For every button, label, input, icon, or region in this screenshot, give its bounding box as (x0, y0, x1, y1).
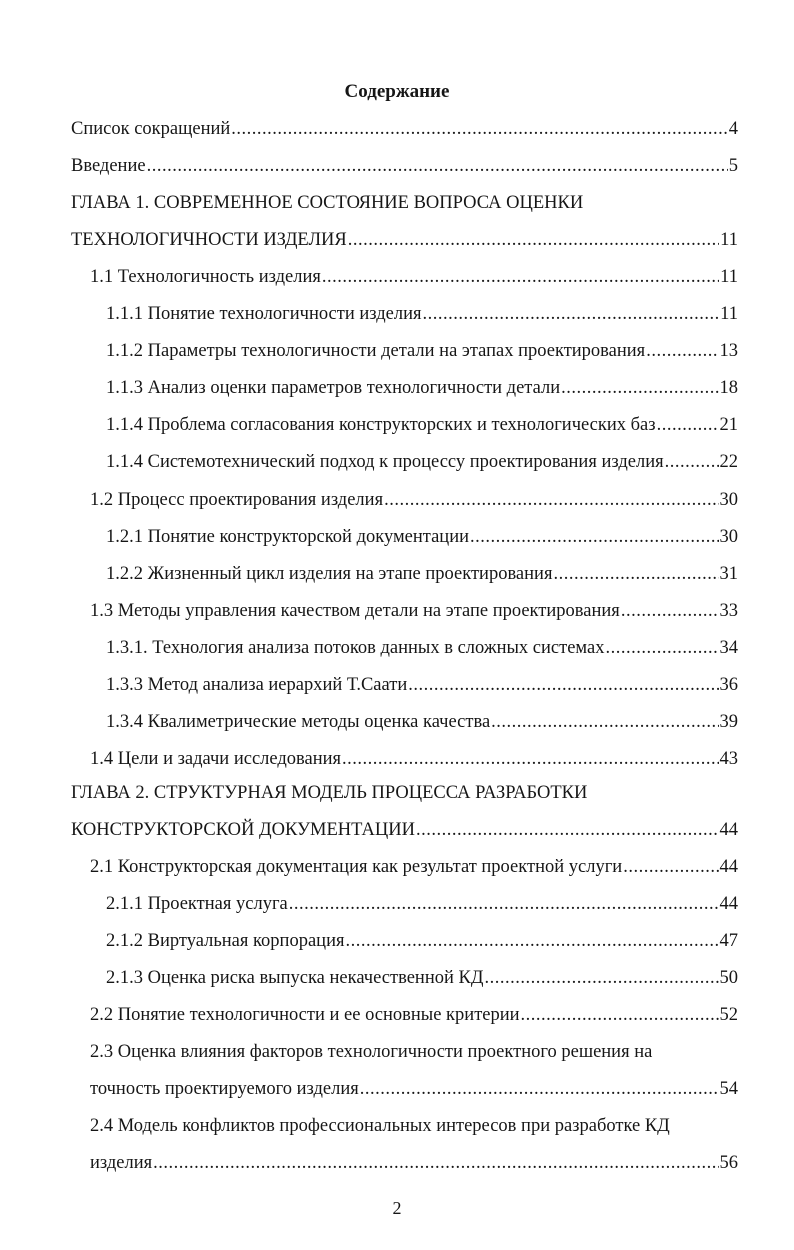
toc-entry-1-1-2[interactable] (106, 336, 738, 366)
toc-entry-page: 44 (719, 820, 738, 840)
toc-entry-2-4-line-1: 2.4 Модель конфликтов профессиональных интересов при разработке КД (90, 1116, 670, 1136)
toc-entry-page: 34 (719, 638, 738, 658)
toc-entry-text: изделия (90, 1153, 153, 1173)
toc-entry-2-1-3[interactable] (106, 963, 738, 993)
toc-entry-page: 44 (719, 857, 738, 877)
toc-entry-1-3-4[interactable] (106, 707, 738, 737)
toc-leader-dots (605, 633, 718, 663)
toc-leader-dots (646, 336, 718, 366)
toc-entry-page: 36 (719, 675, 738, 695)
toc-leader-dots (621, 596, 719, 626)
toc-leader-dots (553, 559, 718, 589)
toc-leader-dots (384, 485, 718, 515)
toc-entry-introduction[interactable] (71, 151, 738, 181)
toc-leader-dots (345, 926, 718, 956)
toc-title: Содержание (344, 81, 450, 102)
toc-entry-1-3[interactable] (90, 596, 738, 626)
toc-entry-page: 47 (719, 931, 738, 951)
toc-entry-text: 1.1 Технологичность изделия (90, 267, 321, 287)
page-number: 2 (392, 1198, 402, 1218)
toc-leader-dots (360, 1074, 719, 1104)
toc-entry-1-1-4-systems[interactable] (106, 447, 738, 477)
toc-entry-1-4[interactable] (90, 744, 738, 774)
toc-entry-page: 11 (720, 267, 738, 287)
toc-entry-text: 1.3.1. Технология анализа потоков данных в сложных системах (106, 638, 605, 658)
toc-entry-1-2-1[interactable] (106, 522, 738, 552)
toc-entry-text: 1.2.1 Понятие конструкторской документации (106, 527, 469, 547)
toc-leader-dots (231, 114, 727, 144)
toc-leader-dots (322, 262, 719, 292)
toc-entry-text: КОНСТРУКТОРСКОЙ ДОКУМЕНТАЦИИ (71, 820, 415, 840)
toc-entry-2-3[interactable] (90, 1074, 738, 1104)
toc-leader-dots (491, 707, 718, 737)
toc-entry-page: 18 (719, 378, 738, 398)
toc-entry-text: 1.3.4 Квалиметрические методы оценка качества (106, 712, 491, 732)
toc-entry-page: 43 (719, 749, 738, 769)
toc-leader-dots (665, 447, 719, 477)
toc-entry-1-1-3[interactable] (106, 373, 738, 403)
toc-entry-text: Список сокращений (71, 119, 231, 139)
toc-entry-1-2-2[interactable] (106, 559, 738, 589)
toc-entry-page: 5 (728, 156, 738, 176)
toc-leader-dots (408, 670, 718, 700)
toc-entry-text: 2.1 Конструкторская документация как результат проектной услуги (90, 857, 623, 877)
toc-leader-dots (147, 151, 728, 181)
toc-chapter-2-line-1: ГЛАВА 2. СТРУКТУРНАЯ МОДЕЛЬ ПРОЦЕССА РАЗРАБОТКИ (71, 783, 588, 803)
toc-entry-1-3-1[interactable] (106, 633, 738, 663)
toc-entry-2-1[interactable] (90, 852, 738, 882)
toc-entry-text: Введение (71, 156, 146, 176)
toc-entry-2-3-line-1: 2.3 Оценка влияния факторов технологичности проектного решения на (90, 1042, 653, 1062)
toc-entry-page: 22 (719, 452, 738, 472)
toc-entry-page: 50 (719, 968, 738, 988)
toc-entry-page: 33 (719, 601, 738, 621)
toc-entry-text: 1.1.2 Параметры технологичности детали на этапах проектирования (106, 341, 646, 361)
toc-entry-text: 1.2 Процесс проектирования изделия (90, 490, 384, 510)
toc-entry-page: 11 (720, 230, 738, 250)
toc-leader-dots (484, 963, 718, 993)
toc-leader-dots (521, 1000, 719, 1030)
toc-entry-2-1-2[interactable] (106, 926, 738, 956)
toc-entry-2-4[interactable] (90, 1148, 738, 1178)
toc-entry-page: 54 (719, 1079, 738, 1099)
toc-entry-page: 21 (719, 415, 738, 435)
toc-entry-1-1[interactable] (90, 262, 738, 292)
toc-entry-text: 1.1.4 Проблема согласования конструкторских и технологических баз (106, 415, 656, 435)
toc-entry-text: 1.1.3 Анализ оценки параметров технологичности детали (106, 378, 561, 398)
toc-entry-text: 2.1.2 Виртуальная корпорация (106, 931, 345, 951)
toc-entry-page: 52 (719, 1005, 738, 1025)
toc-entry-1-2[interactable] (90, 485, 738, 515)
toc-entry-text: 1.4 Цели и задачи исследования (90, 749, 342, 769)
toc-entry-page: 30 (719, 490, 738, 510)
toc-leader-dots (153, 1148, 718, 1178)
toc-leader-dots (561, 373, 718, 403)
toc-leader-dots (423, 299, 720, 329)
toc-entry-page: 11 (720, 304, 738, 324)
toc-entry-abbreviations[interactable] (71, 114, 738, 144)
toc-entry-text: 2.1.1 Проектная услуга (106, 894, 288, 914)
toc-entry-1-3-3[interactable] (106, 670, 738, 700)
toc-leader-dots (289, 889, 719, 919)
toc-entry-page: 44 (719, 894, 738, 914)
toc-entry-chapter-2[interactable] (71, 815, 738, 845)
toc-entry-text: 2.1.3 Оценка риска выпуска некачественной КД (106, 968, 484, 988)
toc-entry-page: 13 (719, 341, 738, 361)
toc-entry-1-1-4[interactable] (106, 410, 738, 440)
toc-entry-text: 1.2.2 Жизненный цикл изделия на этапе проектирования (106, 564, 553, 584)
toc-entry-page: 30 (719, 527, 738, 547)
toc-leader-dots (348, 225, 719, 255)
toc-chapter-1-line-1: ГЛАВА 1. СОВРЕМЕННОЕ СОСТОЯНИЕ ВОПРОСА ОЦЕНКИ (71, 193, 584, 213)
toc-entry-2-2[interactable] (90, 1000, 738, 1030)
toc-entry-text: ТЕХНОЛОГИЧНОСТИ ИЗДЕЛИЯ (71, 230, 347, 250)
toc-entry-text: точность проектируемого изделия (90, 1079, 359, 1099)
toc-entry-2-1-1[interactable] (106, 889, 738, 919)
toc-entry-text: 2.2 Понятие технологичности и ее основные критерии (90, 1005, 520, 1025)
toc-leader-dots (657, 410, 719, 440)
toc-entry-page: 31 (719, 564, 738, 584)
toc-entry-page: 56 (719, 1153, 738, 1173)
toc-entry-text: 1.1.1 Понятие технологичности изделия (106, 304, 422, 324)
toc-leader-dots (470, 522, 719, 552)
toc-leader-dots (416, 815, 719, 845)
toc-entry-text: 1.3.3 Метод анализа иерархий Т.Саати (106, 675, 408, 695)
toc-leader-dots (342, 744, 718, 774)
toc-leader-dots (623, 852, 718, 882)
toc-entry-chapter-1[interactable] (71, 225, 738, 255)
toc-entry-text: 1.1.4 Системотехнический подход к процессу проектирования изделия (106, 452, 664, 472)
toc-entry-page: 4 (728, 119, 738, 139)
toc-entry-text: 1.3 Методы управления качеством детали на этапе проектирования (90, 601, 620, 621)
toc-entry-page: 39 (719, 712, 738, 732)
toc-entry-1-1-1[interactable] (106, 299, 738, 329)
